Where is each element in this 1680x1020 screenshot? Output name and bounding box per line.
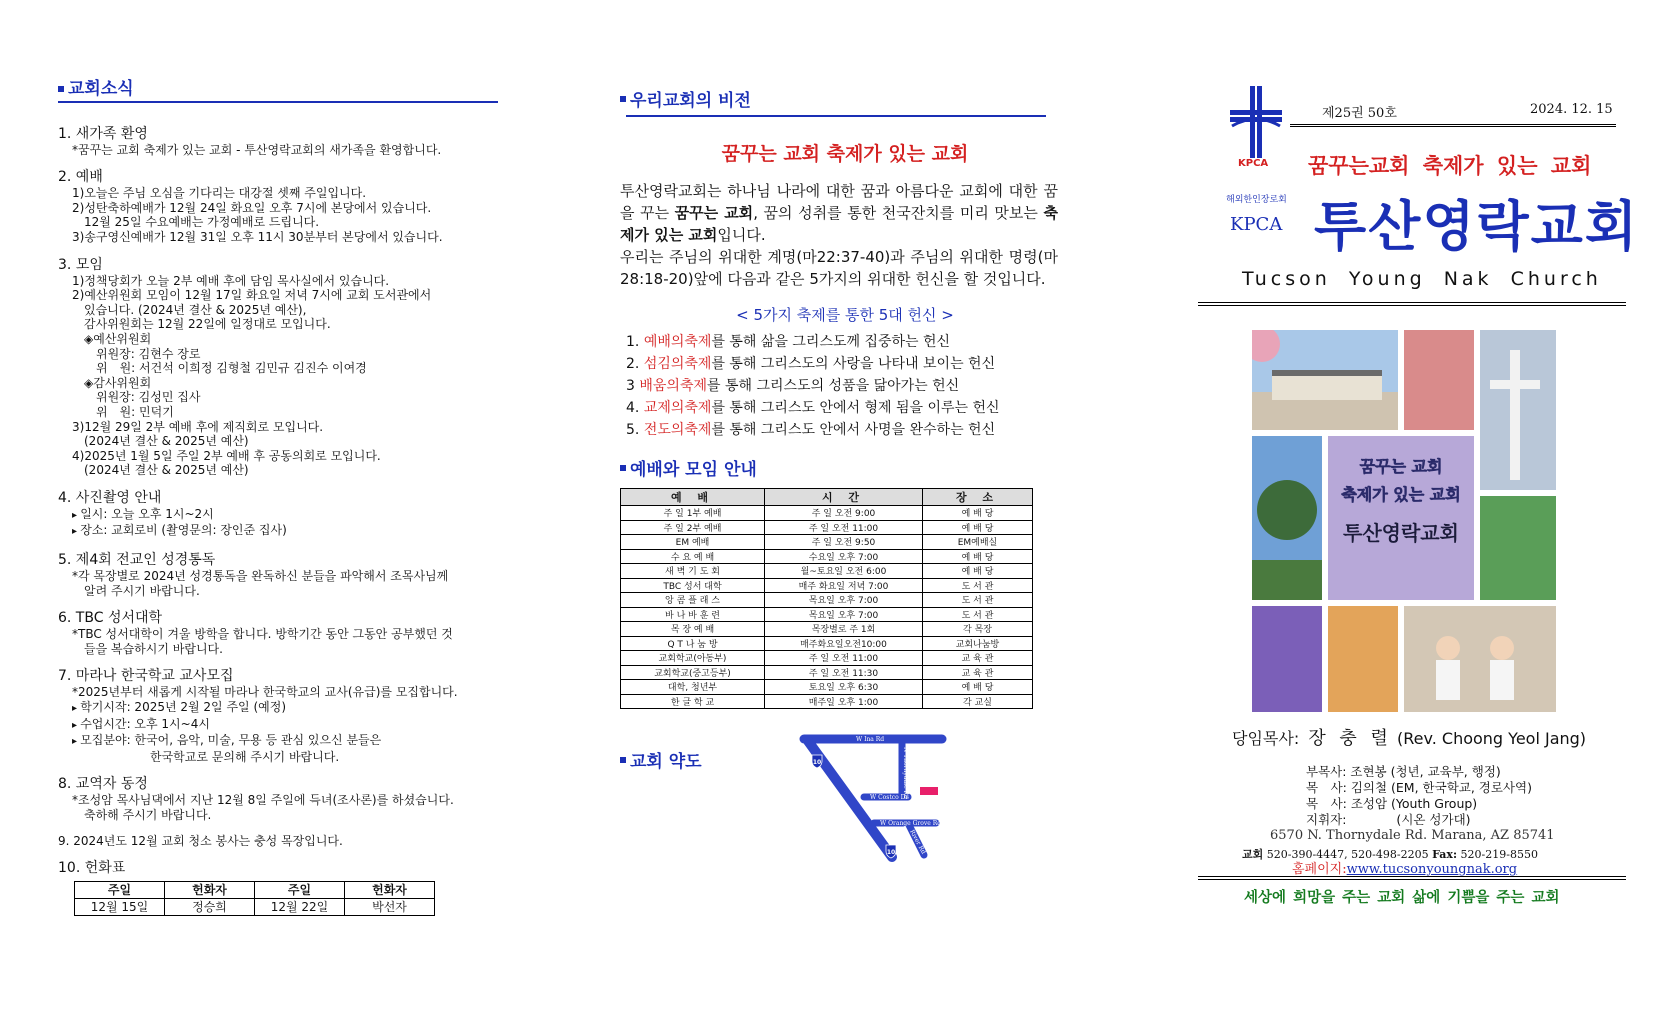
fax-number: 520-219-8550	[1457, 848, 1538, 861]
header-rule	[1290, 124, 1616, 127]
news-line: 위원장: 김현수 장로	[96, 346, 201, 361]
worship-cell: Q T 나 눔 방	[621, 636, 765, 651]
worship-cell: 앙 콤 플 래 스	[621, 593, 765, 608]
church-name-english: Tucson Young Nak Church	[1242, 268, 1602, 290]
worship-cell: 교회학교(아동부)	[621, 651, 765, 666]
news-line: 위원장: 김성민 집사	[96, 390, 201, 405]
kpca-label: KPCA	[1230, 214, 1283, 235]
commitment-item: 4. 교제의축제를 통해 그리스도 안에서 형제 됨을 이루는 헌신	[626, 400, 1000, 416]
news-line: 3)송구영신예배가 12월 31일 오후 11시 30분부터 본당에서 있습니다.	[72, 229, 443, 244]
table-row	[621, 651, 1033, 666]
homepage	[1292, 858, 1517, 877]
five-commitments-heading: < 5가지 축제를 통한 5대 헌신 >	[736, 306, 954, 324]
worship-cell: 월~토요일 오전 6:00	[765, 564, 923, 579]
church-address: 6570 N. Thornydale Rd. Marana, AZ 85741	[1270, 828, 1555, 843]
worship-cell: TBC 성서 대학	[621, 578, 765, 593]
news-item-heading: 1. 새가족 환영	[58, 125, 148, 142]
worship-cell: 예 배 당	[923, 520, 1033, 535]
worship-cell: 예 배 당	[923, 506, 1033, 521]
vision-bold: 꿈꾸는 교회	[674, 204, 754, 222]
photo-church-name: 투산영락교회	[1343, 521, 1459, 545]
double-rule	[1198, 876, 1626, 880]
worship-cell: 수요일 오후 7:00	[765, 549, 923, 564]
news-item	[58, 489, 506, 540]
worship-cell: EM 예배	[621, 535, 765, 550]
news-item-heading: 2. 예배	[58, 169, 103, 186]
staff-line: 목 사: 김의철 (EM, 한국학교, 경로사역)	[1306, 780, 1532, 795]
vision-title: 우리교회의 비전	[630, 91, 751, 111]
church-news-column	[58, 79, 506, 916]
table-row	[621, 520, 1033, 535]
worship-section	[620, 455, 1070, 709]
offering-heading: 10. 헌화표	[58, 860, 126, 877]
table-row	[621, 636, 1033, 651]
map-label-costco: W Costco Dr	[870, 794, 909, 801]
map-label-ina: W Ina Rd	[856, 736, 885, 743]
news-line: (2024년 결산 & 2025년 예산)	[84, 434, 249, 449]
worship-col-header: 장 소	[923, 489, 1033, 506]
worship-cell: 대학, 청년부	[621, 680, 765, 695]
staff-line: 부목사: 조현봉 (청년, 교육부, 행정)	[1306, 764, 1501, 779]
worship-cell: 주 일 오전 11:00	[765, 520, 923, 535]
news-line: (2024년 결산 & 2025년 예산)	[84, 463, 249, 478]
news-line: *꿈꾸는 교회 축제가 있는 교회 - 투산영락교회의 새가족을 환영합니다.	[72, 142, 442, 157]
decor-tile	[1480, 496, 1556, 600]
news-item	[58, 125, 506, 158]
issue-date: 2024. 12. 15	[1530, 102, 1613, 117]
worship-cell: 바 나 바 훈 련	[621, 607, 765, 622]
five-commitments-list	[620, 331, 1070, 441]
vision-paragraph	[620, 180, 1058, 290]
worship-cell: 교회나눔방	[923, 636, 1033, 651]
worship-cell: 수 요 예 배	[621, 549, 765, 564]
commitment-item: 5. 전도의축제를 통해 그리스도 안에서 사명을 완수하는 헌신	[626, 422, 996, 438]
square-bullet-icon	[58, 86, 64, 92]
news-line: ▸ 일시: 오늘 오후 1시~2시	[58, 507, 506, 524]
staff-line: 목 사: 조성암 (Youth Group)	[1306, 796, 1478, 811]
news-item-heading: 7. 마라나 한국학교 교사모집	[58, 668, 234, 685]
denomination-name: 해외한인장로회	[1226, 195, 1287, 205]
news-item	[58, 609, 506, 656]
worship-cell: 매주화요일오전10:00	[765, 636, 923, 651]
commitment-item: 2. 섬김의축제를 통해 그리스도의 사랑을 나타내 보이는 헌신	[626, 356, 996, 372]
bottom-motto: 세상에 희망을 주는 교회 삶에 기쁨을 주는 교회	[1244, 890, 1560, 906]
offering-col-header: 헌화자	[345, 882, 435, 899]
news-line: 1)오늘은 주님 오심을 기다리는 대강절 셋째 주일입니다.	[72, 186, 367, 201]
worship-cell: 예 배 당	[923, 549, 1033, 564]
worship-cell: 주 일 오전 11:30	[765, 665, 923, 680]
worship-schedule-table	[620, 488, 1033, 709]
worship-cell: 교회학교(중고등부)	[621, 665, 765, 680]
vision-text: 투산영락교회는 하나님 나라에 대한 꿈과 아름다운 교회에 대한 꿈을 꾸는	[620, 182, 1058, 222]
offering-cell: 정승희	[165, 899, 255, 916]
kpca-logo-text: KPCA	[1238, 158, 1269, 169]
table-row	[621, 578, 1033, 593]
worship-cell: 주 일 오전 9:50	[765, 535, 923, 550]
vision-section-header	[620, 86, 1070, 111]
table-row	[621, 665, 1033, 680]
interstate-shield-icon	[886, 845, 896, 858]
vision-commitment-text: 우리는 주님의 위대한 계명(마22:37-40)과 주님의 위대한 명령(마28:18-20)앞에 다음과 같은 5가지의 위대한 헌신을 할 것입니다.	[620, 248, 1058, 288]
phone-numbers: 520-390-4447, 520-498-2205	[1263, 848, 1433, 861]
table-row	[621, 622, 1033, 637]
double-rule	[1198, 302, 1626, 306]
news-item	[58, 834, 506, 849]
vision-text: 입니다.	[717, 226, 766, 244]
news-line: *TBC 성서대학이 겨울 방학을 합니다. 방학기간 동안 그동안 공부했던 것	[72, 627, 453, 642]
news-line: 한국학교로 문의해 주시기 바랍니다.	[150, 749, 340, 764]
news-line: 2)성탄축하예배가 12월 24일 화요일 오후 7시에 본당에서 있습니다.	[72, 200, 432, 215]
offering-section	[58, 859, 506, 916]
news-line: 있습니다. (2024년 결산 & 2025년 예산),	[84, 302, 307, 317]
news-item-heading: 4. 사진촬영 안내	[58, 489, 162, 506]
table-row	[621, 593, 1033, 608]
news-line: 위 원: 민덕기	[96, 404, 174, 419]
news-line: 4)2025년 1월 5일 주일 2부 예배 후 공동의회로 모입니다.	[72, 448, 381, 463]
svg-text:10: 10	[886, 849, 896, 856]
staff-list	[1306, 764, 1532, 828]
worship-cell: 도 서 관	[923, 607, 1033, 622]
worship-cell: 주 일 오전 11:00	[765, 651, 923, 666]
children-photo	[1404, 606, 1556, 712]
worship-cell: 목장별로 주 1회	[765, 622, 923, 637]
news-line: 감사위원회는 12월 22일에 일정대로 모입니다.	[84, 317, 331, 332]
issue-number: 제25권 50호	[1322, 106, 1397, 121]
news-section-header	[58, 79, 506, 103]
decor-tile	[1328, 606, 1398, 712]
news-item-heading: 8. 교역자 동정	[58, 776, 148, 793]
homepage-label: 홈페이지:	[1292, 862, 1347, 877]
cover-motto: 꿈꾸는교회 축제가 있는 교회	[1308, 154, 1592, 178]
news-line: 3)12월 29일 2부 예배 후에 제직회로 모입니다.	[72, 419, 324, 434]
worship-cell: 목요일 오후 7:00	[765, 593, 923, 608]
interstate-shield-icon	[812, 755, 822, 768]
worship-cell: 교 육 관	[923, 651, 1033, 666]
worship-title: 예배와 모임 안내	[630, 460, 757, 480]
worship-cell: 토요일 오후 6:30	[765, 680, 923, 695]
pastor-label: 당임목사:	[1232, 729, 1300, 748]
news-line: 축하해 주시기 바랍니다.	[84, 808, 212, 822]
worship-cell: 각 목장	[923, 622, 1033, 637]
kpca-cross-logo-icon	[1226, 86, 1286, 158]
table-row	[621, 694, 1033, 709]
photo-motto-line: 축제가 있는 교회	[1341, 485, 1461, 504]
worship-cell: 주 일 오전 9:00	[765, 506, 923, 521]
commitment-item: 3 배움의축제를 통해 그리스도의 성품을 닮아가는 헌신	[626, 378, 960, 394]
photo-motto-line: 꿈꾸는 교회	[1359, 457, 1443, 476]
vision-text: , 꿈의 성취를 통한 천국잔치를 미리 맛보는	[753, 204, 1044, 222]
news-item	[58, 775, 506, 822]
vision-column	[620, 86, 1070, 877]
news-line: ▸ 모집분야: 한국어, 음악, 미술, 무용 등 관심 있으신 분들은	[58, 733, 506, 750]
table-row	[621, 607, 1033, 622]
news-line: *2025년부터 새롭게 시작될 마라나 한국학교의 교사(유급)를 모집합니다.	[72, 685, 458, 700]
offering-cell: 12월 15일	[75, 899, 165, 916]
news-line: 12월 25일 수요예배는 가정예배로 드립니다.	[84, 215, 320, 230]
news-item-heading: 6. TBC 성서대학	[58, 610, 163, 627]
news-line: 알려 주시기 바랍니다.	[84, 583, 200, 598]
worship-cell: 도 서 관	[923, 593, 1033, 608]
worship-cell: 주 일 2부 예배	[621, 520, 765, 535]
church-map	[796, 727, 966, 877]
news-line: ▸ 수업시간: 오후 1시~4시	[58, 717, 506, 734]
table-row	[621, 680, 1033, 695]
offering-table	[74, 881, 435, 916]
news-item-heading: 5. 제4회 전교인 성경통독	[58, 552, 216, 569]
news-line: ▸ 장소: 교회로비 (촬영문의: 장인준 집사)	[58, 523, 506, 540]
offering-cell: 12월 22일	[255, 899, 345, 916]
table-row	[621, 549, 1033, 564]
news-title: 교회소식	[68, 79, 134, 99]
table-row	[621, 506, 1033, 521]
map-label-river: River Rd	[908, 828, 927, 856]
square-bullet-icon	[620, 757, 626, 763]
phone-label: 교회	[1242, 848, 1264, 861]
senior-pastor	[1232, 724, 1586, 750]
cover-photo-collage	[1252, 330, 1556, 712]
worship-photo	[1252, 606, 1322, 712]
news-line: 1)정책당회가 오늘 2부 예배 후에 담임 목사실에서 있습니다.	[72, 273, 390, 288]
staff-line: 지휘자: (시온 성가대)	[1306, 812, 1471, 827]
news-line: 9. 2024년도 12월 교회 청소 봉사는 충성 목장입니다.	[58, 833, 343, 848]
news-item-heading: 3. 모임	[58, 256, 103, 273]
table-row	[621, 564, 1033, 579]
news-line: 들을 복습하시기 바랍니다.	[84, 641, 223, 656]
news-line: 2)예산위원회 모임이 12월 17일 화요일 저녁 7시에 교회 도서관에서	[72, 288, 432, 303]
church-location-marker	[920, 787, 938, 795]
vision-motto: 꿈꾸는 교회 축제가 있는 교회	[721, 143, 969, 165]
worship-cell: EM예배실	[923, 535, 1033, 550]
title-underline	[626, 115, 1046, 117]
worship-cell: 한 글 학 교	[621, 694, 765, 709]
worship-cell: 매주일 오후 1:00	[765, 694, 923, 709]
church-name: 투산영락교회	[1314, 195, 1639, 258]
worship-cell: 예 배 당	[923, 564, 1033, 579]
offering-col-header: 주일	[75, 882, 165, 899]
homepage-link[interactable]: www.tucsonyoungnak.org	[1346, 862, 1518, 877]
square-bullet-icon	[620, 465, 626, 471]
worship-cell: 교 육 관	[923, 665, 1033, 680]
vision-bold: 축제가 있는 교회	[620, 204, 1058, 244]
square-bullet-icon	[620, 96, 626, 102]
svg-text:10: 10	[812, 759, 822, 766]
worship-cell: 목요일 오후 7:00	[765, 607, 923, 622]
worship-cell: 예 배 당	[923, 680, 1033, 695]
news-line: *각 목장별로 2024년 성경통독을 완독하신 분들을 파악해서 조목사님께	[72, 569, 449, 584]
offering-cell: 박선자	[345, 899, 435, 916]
title-underline	[58, 101, 498, 103]
worship-cell: 주 일 1부 예배	[621, 506, 765, 521]
offering-col-header: 헌화자	[165, 882, 255, 899]
news-item	[58, 551, 506, 598]
worship-col-header: 예 배	[621, 489, 765, 506]
news-line: ◈예산위원회	[84, 331, 152, 346]
worship-cell: 매주 화요일 저녁 7:00	[765, 578, 923, 593]
table-row	[621, 535, 1033, 550]
commitment-item: 1. 예배의축제를 통해 삶을 그리스도께 집중하는 헌신	[626, 334, 951, 350]
worship-cell: 목 장 예 배	[621, 622, 765, 637]
worship-col-header: 시 간	[765, 489, 923, 506]
news-line: ◈감사위원회	[84, 375, 152, 390]
worship-cell: 도 서 관	[923, 578, 1033, 593]
worship-cell: 각 교실	[923, 694, 1033, 709]
fax-label: Fax:	[1432, 848, 1458, 861]
pastor-name: 장 충 렬	[1308, 728, 1392, 749]
map-label-thornydale: N Thornydale Rd	[902, 747, 909, 799]
pastor-name-english: (Rev. Choong Yeol Jang)	[1397, 729, 1587, 748]
map-section	[620, 737, 1070, 877]
map-title: 교회 약도	[630, 752, 702, 772]
news-line: *조성암 목사님댁에서 지난 12월 8일 주일에 득녀(조사론)를 하셨습니다.	[72, 793, 454, 808]
news-list	[58, 125, 506, 849]
news-line: ▸ 학기시작: 2025년 2월 2일 주일 (예정)	[58, 700, 506, 717]
news-line: 위 원: 서건석 이희정 김형철 김민규 김진수 이여경	[96, 361, 367, 376]
news-item	[58, 256, 506, 478]
offering-col-header: 주일	[255, 882, 345, 899]
map-label-orange: W Orange Grove Rd	[880, 820, 942, 827]
decor-tile	[1404, 330, 1474, 430]
news-item	[58, 667, 506, 764]
news-item	[58, 168, 506, 244]
worship-cell: 새 벽 기 도 회	[621, 564, 765, 579]
